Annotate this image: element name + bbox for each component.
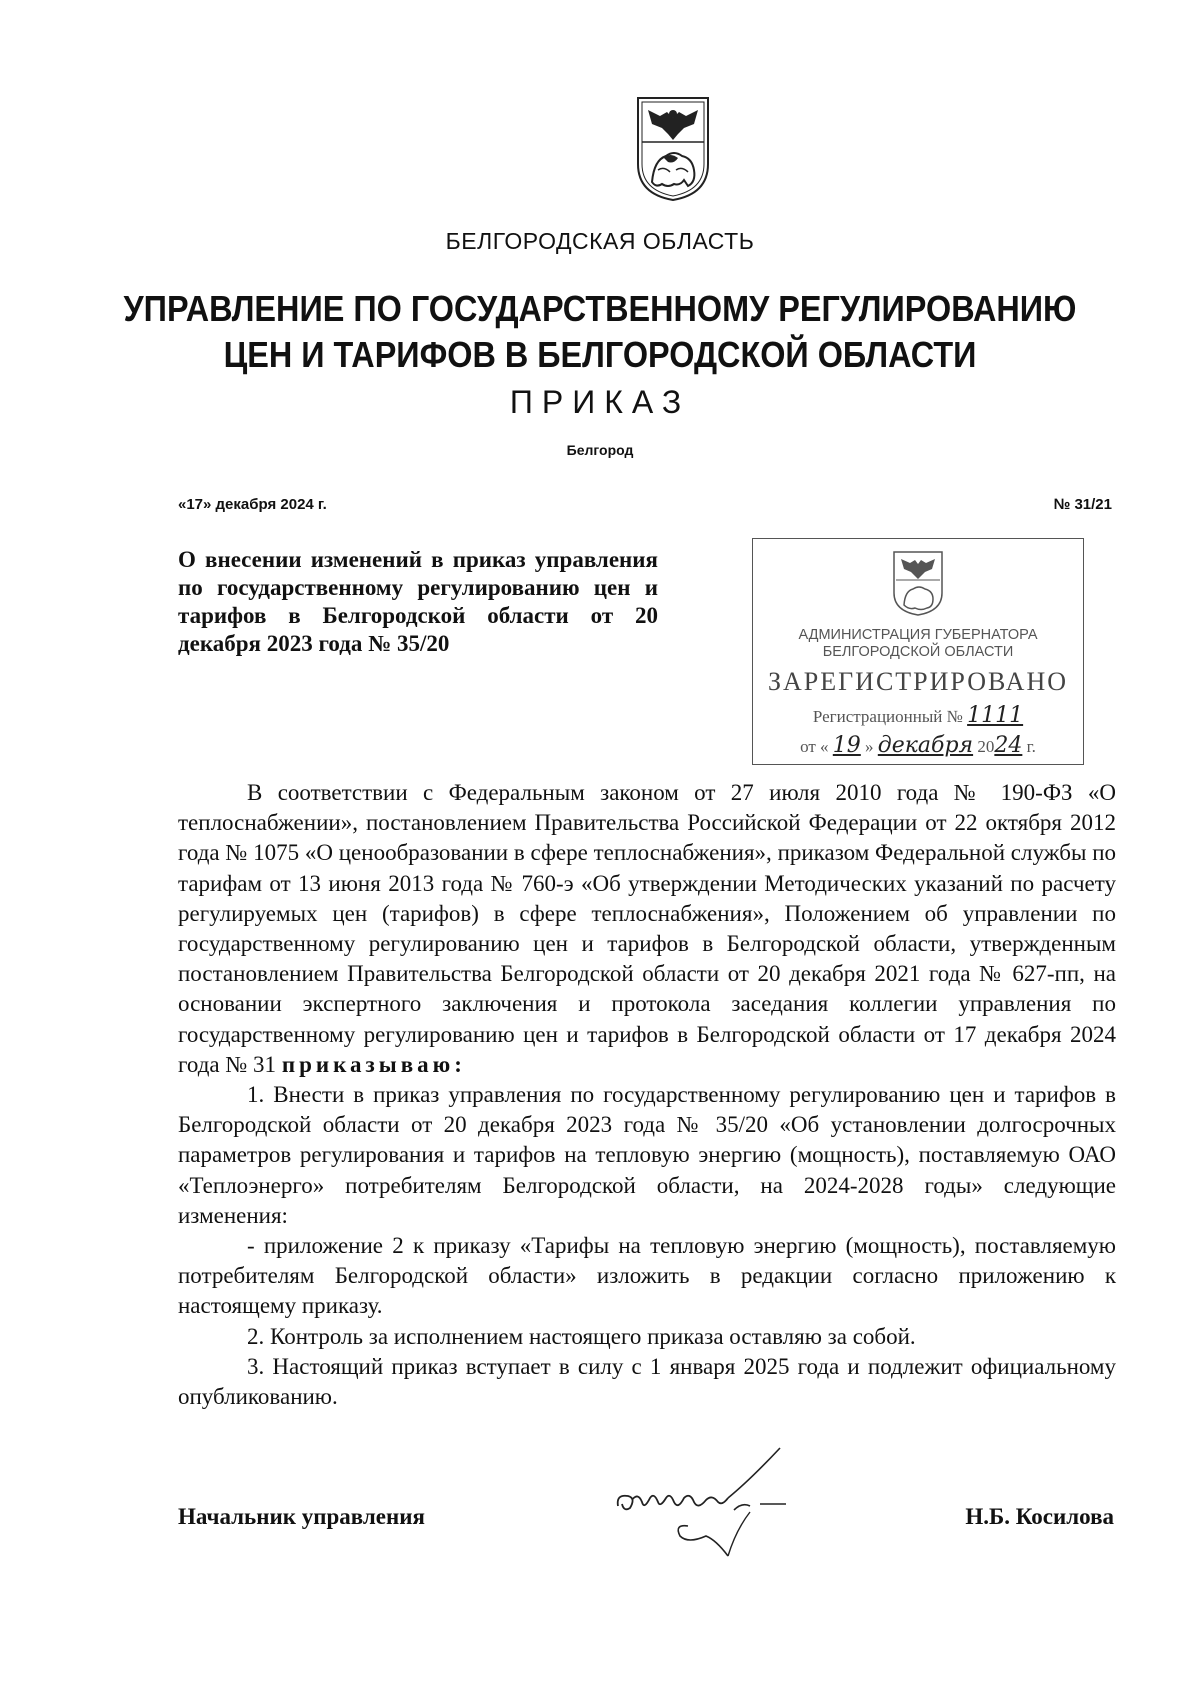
signatory-title: Начальник управления [178,1504,425,1529]
stamp-registration-label: Регистрационный № [812,707,963,726]
body-item-2: 2. Контроль за исполнением настоящего приказа оставляю за собой. [247,1323,916,1349]
body-command-word: приказываю: [281,1051,466,1077]
order-body [178,778,1116,1412]
stamp-date-year-prefix: 20 [977,737,995,756]
stamp-date-month: декабря [877,733,974,758]
body-item-1-detail: - приложение 2 к приказу «Тарифы на тепловую энергию (мощность), поставляемую потребителям Белгородской области» изложить в редакции согласно приложению к настоящему приказу. [178,1233,1116,1319]
order-subject: О внесении изменений в приказ управления по государственному регулированию цен и тарифов в Белгородской области от 20 декабря 2023 года № 35/20 [178,547,658,656]
stamp-coat-of-arms-icon [891,549,945,617]
belgorod-coat-of-arms-icon [634,94,712,204]
city-name: Белгород [566,442,634,458]
stamp-registration-number-line [753,703,1083,728]
body-item-1: 1. Внести в приказ управления по государственному регулированию цен и тарифов в Белгородской области от 20 декабря 2023 года № 35/20 «Об установлении долгосрочных параметров регулирования и тарифов на тепловую энергию (мощность), поставляемую ОАО «Теплоэнерго» потребителям Белгородской области, на 2024-2028 годы» следующие изменения: [178,1082,1116,1228]
handwritten-signature [610,1440,820,1560]
order-number: № 31/21 [1053,496,1112,513]
stamp-organization-line-2: БЕЛГОРОДСКОЙ ОБЛАСТИ [822,644,1014,660]
stamp-date-day: 19 [832,733,861,758]
registration-stamp [752,538,1084,765]
stamp-organization-line-1: АДМИНИСТРАЦИЯ ГУБЕРНАТОРА [798,627,1038,643]
body-preamble-text: В соответствии с Федеральным законом от 27 июля 2010 года № 190-ФЗ «О теплоснабжении», постановлением Правительства Российской Федерации от 22 октября 2012 года № 1075 «О ценообразовании в сфере теплоснабжения», приказом Федеральной службы по тарифам от 13 июня 2013 года № 760-э «Об утверждении Методических указаний по расчету регулируемых цен (тарифов) в сфере теплоснабжения», Положением об управлении по государственному регулированию цен и тарифов в Белгородской области, утвержденным постановлением Правительства Белгородской области от 20 декабря 2021 года № 627-пп, на основании экспертного заключения и протокола заседания коллегии управления по государственному регулированию цен и тарифов в Белгородской области от 17 декабря 2024 года № 31 [178,780,1116,1077]
body-preamble [178,778,1116,1080]
document-type: ПРИКАЗ [509,384,691,420]
stamp-registration-number: 1111 [967,703,1024,728]
stamp-organization [753,627,1083,661]
stamp-date-line [753,733,1083,758]
stamp-date-prefix: от « [800,737,829,756]
order-date: «17» декабря 2024 г. [178,496,327,513]
stamp-date-mid: » [865,737,874,756]
body-item-3: 3. Настоящий приказ вступает в силу с 1 января 2025 года и подлежит официальному опубликованию. [178,1353,1116,1410]
agency-name [60,286,1140,378]
signatory-name: Н.Б. Косилова [965,1504,1114,1529]
stamp-date-year-suffix: 24 [994,733,1023,758]
stamp-status: ЗАРЕГИСТРИРОВАНО [768,667,1068,696]
agency-name-line-1: УПРАВЛЕНИЕ ПО ГОСУДАРСТВЕННОМУ РЕГУЛИРОВАНИЮ [123,288,1077,329]
stamp-date-year-end: г. [1026,737,1036,756]
agency-name-line-2: ЦЕН И ТАРИФОВ В БЕЛГОРОДСКОЙ ОБЛАСТИ [223,334,977,375]
region-name: БЕЛГОРОДСКАЯ ОБЛАСТЬ [445,228,755,254]
